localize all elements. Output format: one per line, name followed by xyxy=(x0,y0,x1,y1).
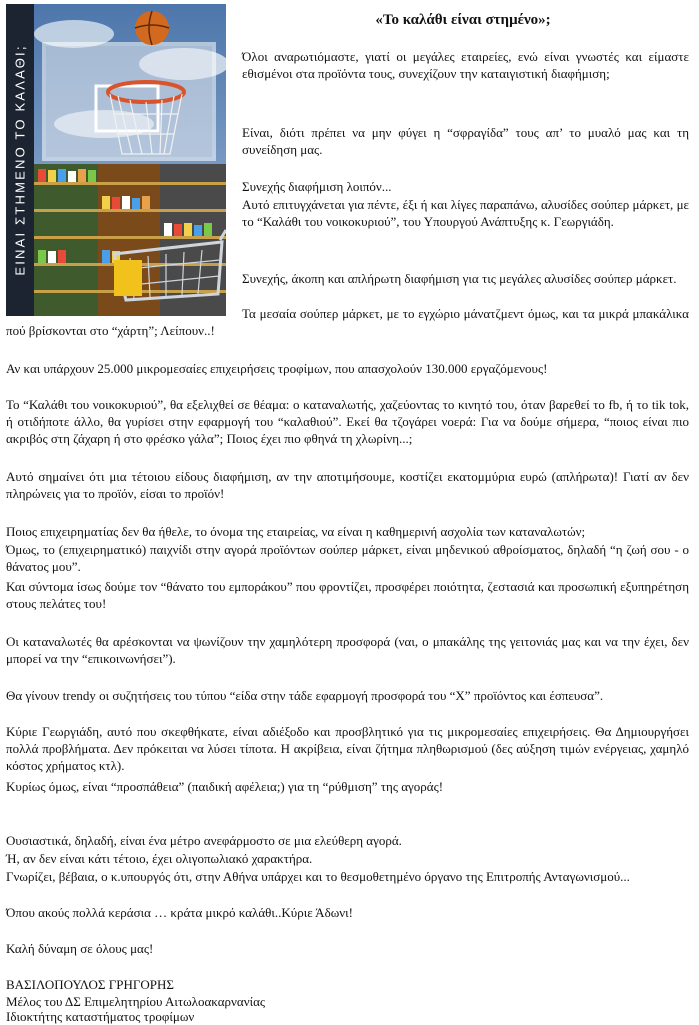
article-title: «Το καλάθι είναι στημένο»; xyxy=(375,12,551,28)
paragraph: Γνωρίζει, βέβαια, ο κ.υπουργός ότι, στην Αθήνα υπάρχει και το θεσμοθετημένο όργανο της Επιτροπής Ανταγωνισμού... xyxy=(6,869,630,884)
paragraph: Όμως, το (επιχειρηματικό) παιχνίδι στην αγορά προϊόντων σούπερ μάρκετ, είναι μηδενικού αθροίσματος, δηλαδή “η ζωή σου - ο θάνατος μου”. xyxy=(6,542,689,574)
closing-line: Καλή δύναμη σε όλους μας! xyxy=(6,941,154,956)
paragraph: Αν και υπάρχουν 25.000 μικρομεσαίες επιχειρήσεις τροφίμων, που απασχολούν 130.000 εργαζόμενους! xyxy=(6,361,548,376)
paragraph: Όλοι αναρωτιόμαστε, γιατί οι μεγάλες εταιρείες, ενώ είναι γνωστές και είμαστε εθισμένοι στα προϊόντα τους, συνεχίζουν την καταιγιστική διαφήμιση; xyxy=(242,49,689,81)
author-name: ΒΑΣΙΛΟΠΟΥΛΟΣ ΓΡΗΓΟΡΗΣ xyxy=(6,977,174,992)
paragraph: Οι καταναλωτές θα αρέσκονται να ψωνίζουν την χαμηλότερη προσφορά (ναι, ο μπακάλης της γειτονιάς μας και να την έχει, δεν μπορεί να την “επικοινωνήσει”). xyxy=(6,634,689,666)
paragraph: Αυτό επιτυγχάνεται για πέντε, έξι ή και λίγες παραπάνω, αλυσίδες σούπερ μάρκετ, με το “Καλάθι του νοικοκυριού”, του Υπουργού Ανάπτυξης κ. Γεωργιάδη. xyxy=(242,197,689,229)
paragraph: Ουσιαστικά, δηλαδή, είναι ένα μέτρο ανεφάρμοστο σε μια ελεύθερη αγορά. xyxy=(6,833,402,848)
paragraph: Και σύντομα ίσως δούμε τον “θάνατο του εμποράκου” που φροντίζει, προσφέρει ποιότητα, ζεστασιά και προσωπική εξυπηρέτηση στους πελάτες του! xyxy=(6,579,689,611)
article-photo xyxy=(6,4,226,316)
paragraph: Ποιος επιχειρηματίας δεν θα ήθελε, το όνομα της εταιρείας, να είναι η καθημερινή ασχολία των καταναλωτών; xyxy=(6,524,586,539)
paragraph: Όπου ακούς πολλά κεράσια … κράτα μικρό καλάθι..Κύριε Άδωνι! xyxy=(6,905,353,920)
paragraph: Συνεχής διαφήμιση λοιπόν... xyxy=(242,179,392,194)
paragraph: Κυρίως όμως, είναι “προσπάθεια” (παιδική αφέλεια;) για τη “ρύθμιση” της αγοράς! xyxy=(6,779,444,794)
paragraph: Τα μεσαία σούπερ μάρκετ, με το εγχώριο μάνατζμεντ όμως, και τα μικρά μπακάλικα πού βρίσκονται στο “χάρτη”; Λείπουν..! xyxy=(6,306,689,338)
paragraph: Συνεχής, άκοπη και απλήρωτη διαφήμιση για τις μεγάλες αλυσίδες σούπερ μάρκετ. xyxy=(242,271,677,286)
basketball-supermarket-illustration xyxy=(34,4,226,316)
vertical-caption: ΕΙΝΑΙ ΣΤΗΜΕΝΟ ΤΟ ΚΑΛΑΘΙ; xyxy=(12,44,28,276)
paragraph: Ή, αν δεν είναι κάτι τέτοιο, έχει ολιγοπωλιακό χαρακτήρα. xyxy=(6,851,313,866)
paragraph: Κύριε Γεωργιάδη, αυτό που σκεφθήκατε, είναι αδιέξοδο και προσβλητικό για τις μικρομεσαίες επιχειρήσεις. Θα Δημιουργήσει πολλά προβλήματα. Δεν πρόκειται να λύσει τίποτα. Η ακρίβεια, είναι ζήτημα πληθωρισμού (δες αύξηση τιμών ενέργειας, χαμηλό κόστος χρήματος κτλ). xyxy=(6,724,689,773)
paragraph: Το “Καλάθι του νοικοκυριού”, θα εξελιχθεί σε θέαμα: ο καταναλωτής, χαζεύοντας το κινητό του, όταν βαρεθεί το fb, ή το tik tok, ή οτιδήποτε άλλο, θα γυρίσει στην εφαρμογή του “καλαθιού”. Εκεί θα τζογάρει νοερά: Για να δούμε σήμερα, “ποιος είναι πιο ακριβός στη ζάχαρη ή στο φρέσκο γάλα”; Ποιος έχει πιο φθηνά τη χλωρίνη...; xyxy=(6,397,689,446)
paragraph: Θα γίνουν trendy οι συζητήσεις του τύπου “είδα στην τάδε εφαρμογή προσφορά του “Χ” προϊόντος και έσπευσα”. xyxy=(6,688,604,703)
paragraph: Είναι, διότι πρέπει να μην φύγει η “σφραγίδα” τους απ’ το μυαλό μας και τη συνείδηση μας. xyxy=(242,125,689,157)
basketball-icon xyxy=(135,11,169,45)
author-occupation: Ιδιοκτήτης καταστήματος τροφίμων xyxy=(6,1009,195,1024)
paragraph: Αυτό σημαίνει ότι μια τέτοιου είδους διαφήμιση, αν την αποτιμήσουμε, κοστίζει εκατομμύρια ευρώ (απλήρωτα)! Γιατί αν δεν πληρώνεις για το προϊόν, είσαι το προϊόν! xyxy=(6,469,689,501)
author-role: Μέλος του ΔΣ Επιμελητηρίου Αιτωλοακαρνανίας xyxy=(6,994,266,1009)
